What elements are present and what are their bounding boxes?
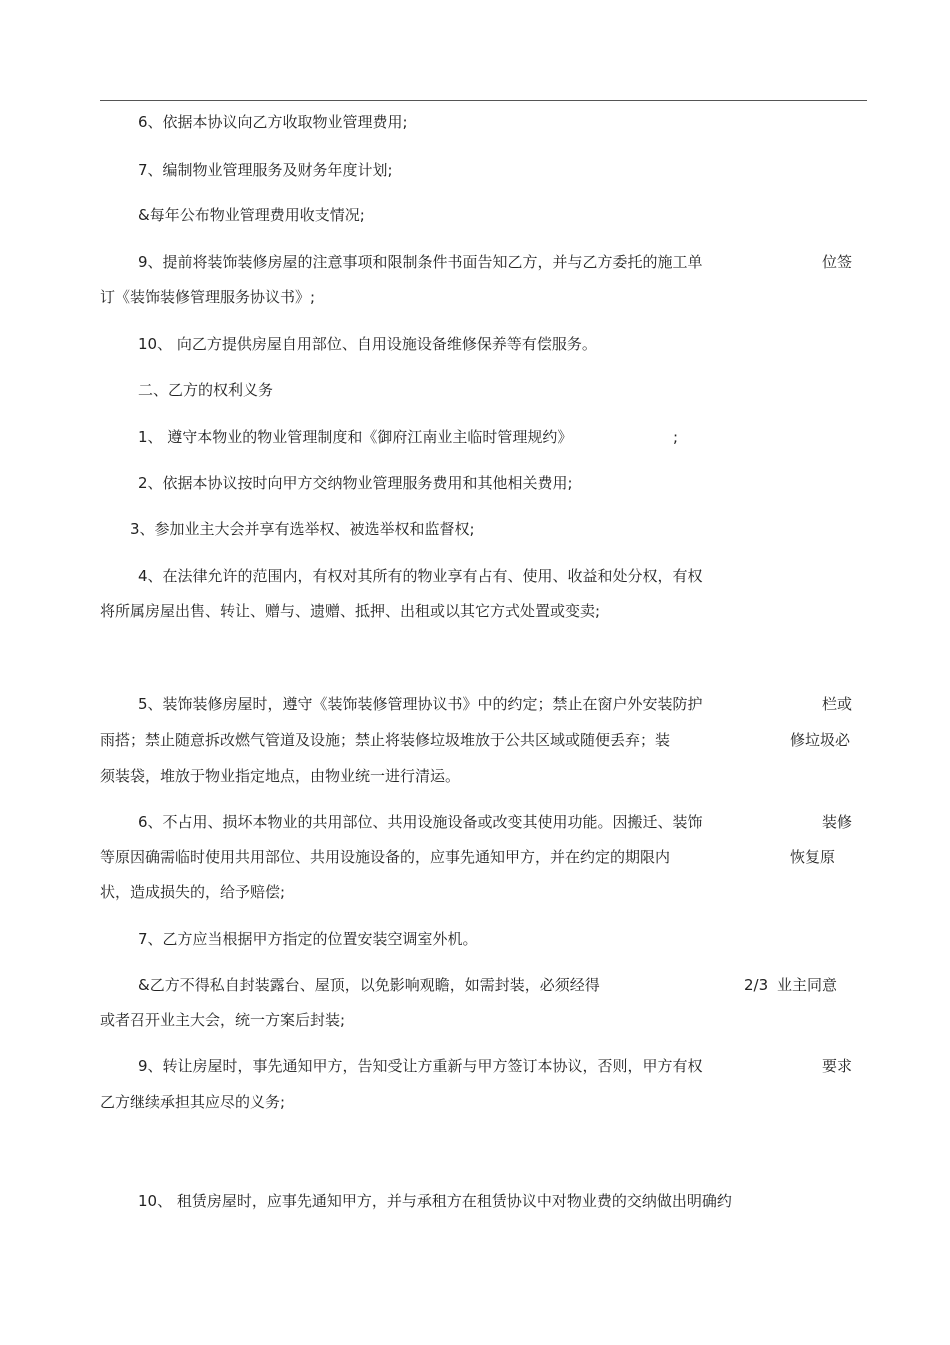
text-line: 9、转让房屋时，事先通知甲方，告知受让方重新与甲方签订本协议，否则，甲方有权	[138, 1057, 703, 1075]
text-line: 或者召开业主大会，统一方案后封装;	[100, 1011, 346, 1029]
text-line-tail: ;	[673, 428, 679, 446]
text-line: 2、依据本协议按时向甲方交纳物业管理服务费用和其他相关费用;	[138, 474, 573, 492]
text-line-tail: 要求	[822, 1057, 853, 1075]
text-line: 将所属房屋出售、转让、赠与、遗赠、抵押、出租或以其它方式处置或变卖;	[100, 602, 601, 620]
text-line: 4、在法律允许的范围内，有权对其所有的物业享有占有、使用、收益和处分权，有权	[138, 567, 703, 585]
text-line: 须装袋，堆放于物业指定地点，由物业统一进行清运。	[100, 767, 461, 785]
text-line: 状，造成损失的，给予赔偿;	[100, 883, 286, 901]
text-line-tail: 业主同意	[777, 976, 838, 994]
text-line: 3、参加业主大会并享有选举权、被选举权和监督权;	[130, 520, 475, 538]
fraction-value: 2/3	[744, 976, 769, 994]
text-line: 订《装饰装修管理服务协议书》;	[100, 288, 316, 306]
text-line-tail: 位签	[822, 253, 853, 271]
text-line: 9、提前将装饰装修房屋的注意事项和限制条件书面告知乙方，并与乙方委托的施工单	[138, 253, 703, 271]
header-rule	[100, 100, 867, 101]
text-line: 乙方继续承担其应尽的义务;	[100, 1093, 286, 1111]
text-line: 雨搭；禁止随意拆改燃气管道及设施；禁止将装修垃圾堆放于公共区域或随便丢弃；装	[100, 731, 671, 749]
text-line: 7、乙方应当根据甲方指定的位置安装空调室外机。	[138, 930, 478, 948]
text-line: 10、 租赁房屋时，应事先通知甲方，并与承租方在租赁协议中对物业费的交纳做出明确约	[138, 1192, 732, 1210]
text-line: 6、依据本协议向乙方收取物业管理费用;	[138, 113, 408, 131]
text-line-tail: 装修	[822, 813, 853, 831]
text-line: 7、编制物业管理服务及财务年度计划;	[138, 161, 393, 179]
text-line-tail: 修垃圾必	[790, 731, 851, 749]
text-line: 5、装饰装修房屋时，遵守《装饰装修管理协议书》中的约定；禁止在窗户外安装防护	[138, 695, 703, 713]
text-line: 10、 向乙方提供房屋自用部位、自用设施设备维修保养等有偿服务。	[138, 335, 597, 353]
text-line: &每年公布物业管理费用收支情况;	[138, 206, 365, 224]
text-line-tail: 恢复原	[790, 848, 836, 866]
text-line: &乙方不得私自封装露台、屋顶，以免影响观瞻，如需封装，必须经得	[138, 976, 600, 994]
text-line: 6、不占用、损坏本物业的共用部位、共用设施设备或改变其使用功能。因搬迁、装饰	[138, 813, 703, 831]
section-heading: 二、乙方的权利义务	[138, 381, 274, 399]
text-line-tail: 栏或	[822, 695, 853, 713]
text-line: 1、 遵守本物业的物业管理制度和《御府江南业主临时管理规约》	[138, 428, 573, 446]
text-line: 等原因确需临时使用共用部位、共用设施设备的，应事先通知甲方，并在约定的期限内	[100, 848, 671, 866]
